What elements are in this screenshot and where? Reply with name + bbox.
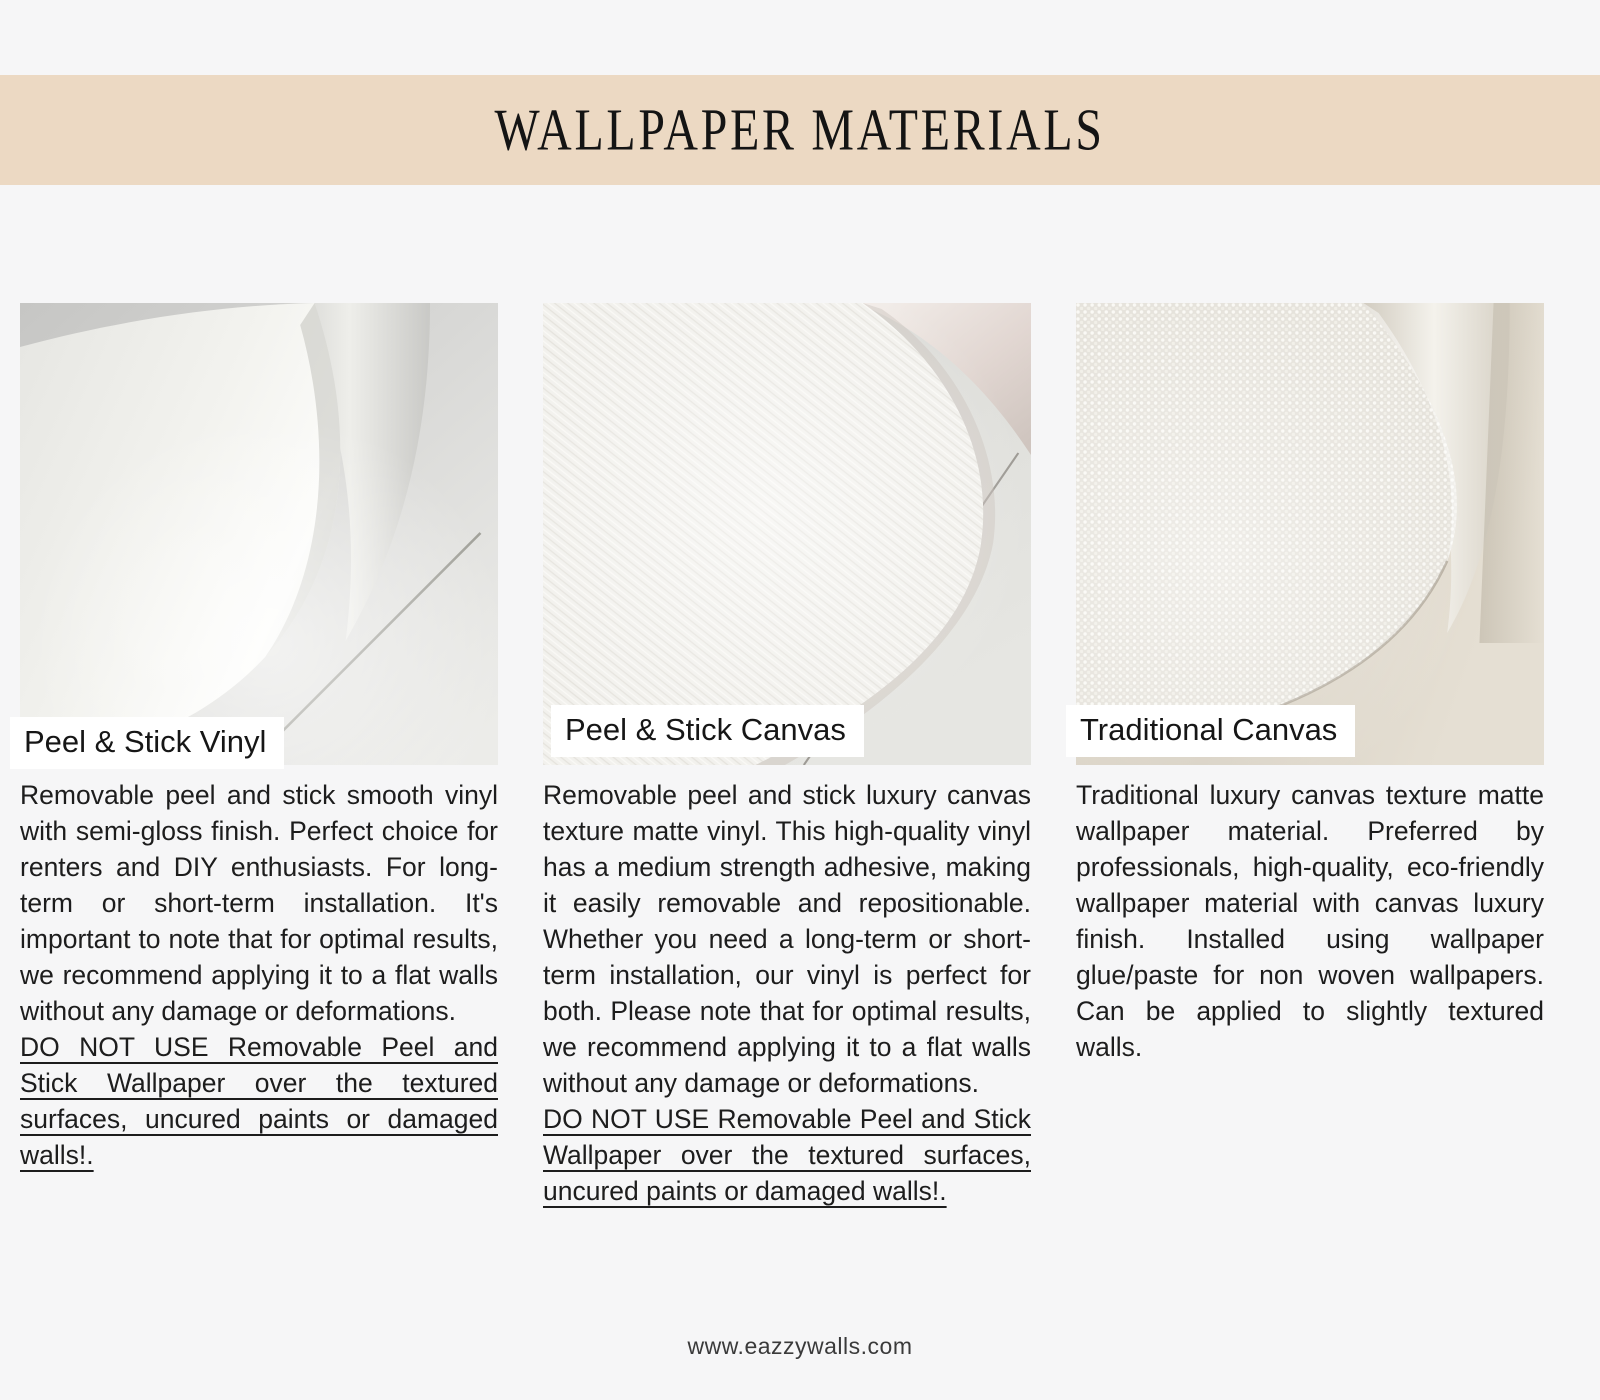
- canvas-vinyl-photo-art: [543, 303, 1031, 765]
- footer: [0, 1333, 1600, 1360]
- material-column-traditional-canvas: [1076, 303, 1544, 1209]
- website-url: www.eazzywalls.com: [687, 1333, 913, 1359]
- material-description: Removable peel and stick luxury canvas texture matte vinyl. This high-quality vinyl has a medium strength adhesive, making it easily removable and repositionable. Whether you need a long-term or short-term installation, our vinyl is perfect for both. Please note that for optimal results, we recommend applying it to a flat walls without any damage or deformations.: [543, 780, 1031, 1098]
- material-label: Traditional Canvas: [1066, 705, 1355, 757]
- page-title: WALLPAPER MATERIALS: [494, 97, 1106, 163]
- material-label: Peel & Stick Canvas: [551, 705, 864, 757]
- title-banner: [0, 75, 1600, 185]
- material-description: Removable peel and stick smooth vinyl with semi-gloss finish. Perfect choice for renters and DIY enthusiasts. For long-term or short-term installation. It's important to note that for optimal results, we recommend applying it to a flat walls without any damage or deformations.: [20, 780, 498, 1026]
- canvas-vinyl-photo: [543, 303, 1031, 765]
- material-label: Peel & Stick Vinyl: [10, 717, 284, 769]
- material-column-peel-stick-vinyl: [20, 303, 498, 1209]
- traditional-canvas-photo: [1076, 303, 1544, 765]
- material-warning: DO NOT USE Removable Peel and Stick Wallpaper over the textured surfaces, uncured paints or damaged walls!.: [543, 1104, 1031, 1206]
- material-description: Traditional luxury canvas texture matte wallpaper material. Preferred by professionals, high-quality, eco-friendly wallpaper material with canvas luxury finish. Installed using wallpaper glue/paste for non woven wallpapers. Can be applied to slightly textured walls.: [1076, 780, 1544, 1062]
- material-column-peel-stick-canvas: [543, 303, 1031, 1209]
- smooth-vinyl-photo: [20, 303, 498, 765]
- materials-columns: [0, 303, 1600, 1209]
- smooth-vinyl-photo-art: [20, 303, 498, 765]
- material-warning: DO NOT USE Removable Peel and Stick Wallpaper over the textured surfaces, uncured paints or damaged walls!.: [20, 1032, 498, 1170]
- traditional-canvas-photo-art: [1076, 303, 1544, 765]
